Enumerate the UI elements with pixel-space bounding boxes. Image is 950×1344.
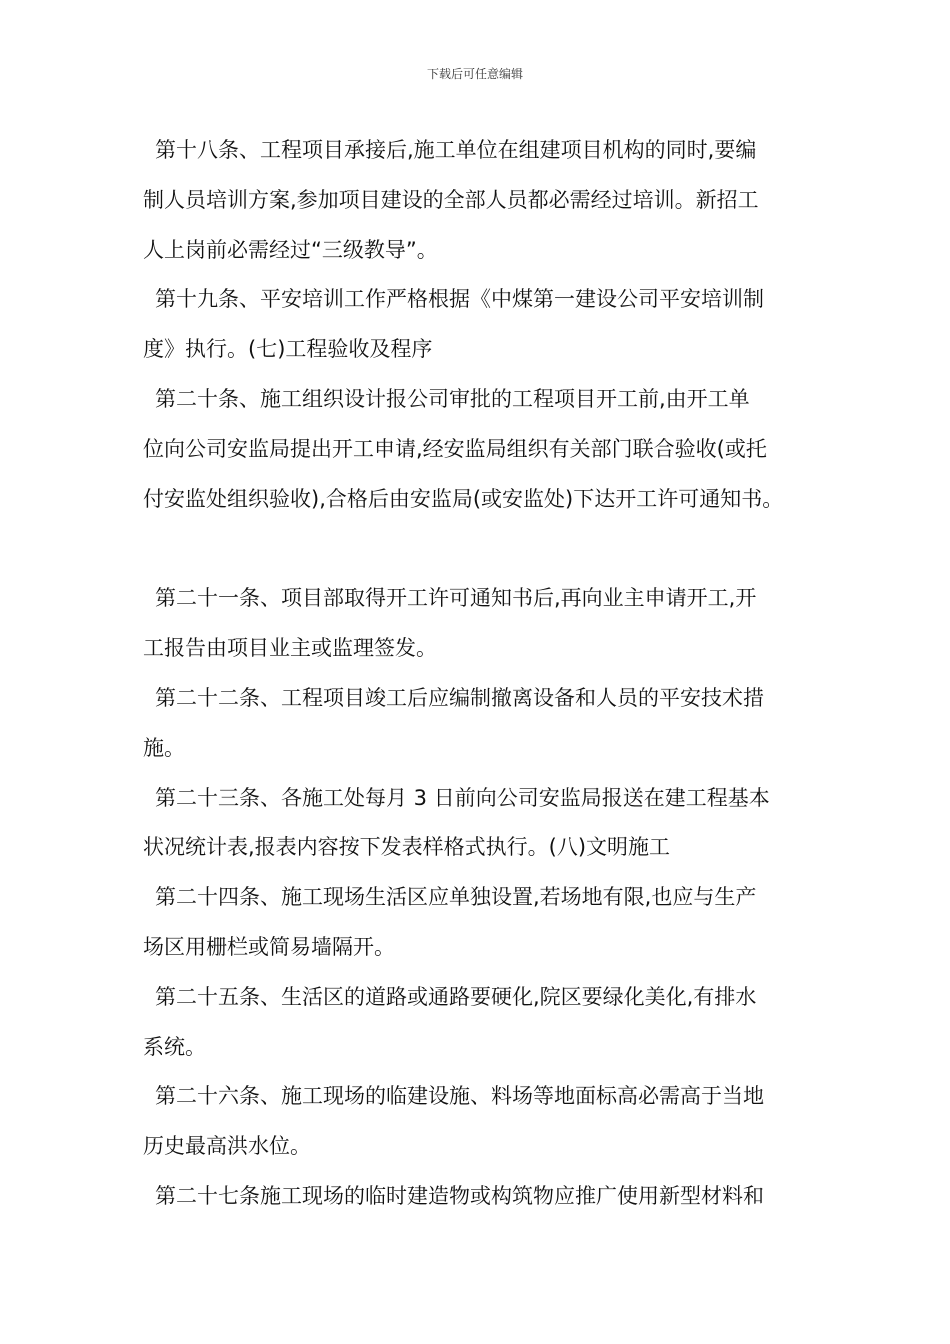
paragraph-line: 人上岗前必需经过“三级教导”。 xyxy=(143,237,438,262)
article-25 xyxy=(143,973,833,1073)
paragraph-line: 付安监处组织验收),合格后由安监局(或安监处)下达开工许可通知书。 xyxy=(143,486,784,511)
paragraph-line: 位向公司安监局提出开工申请,经安监局组织有关部门联合验收(或托 xyxy=(143,436,767,461)
paragraph-line: 第二十六条、施工现场的临建设施、料场等地面标高必需高于当地 xyxy=(155,1084,764,1109)
article-20 xyxy=(143,375,833,524)
article-23 xyxy=(143,774,833,874)
paragraph-line: 第二十七条施工现场的临时建造物或构筑物应推广使用新型材料和 xyxy=(155,1183,764,1208)
blank-line xyxy=(143,524,833,574)
paragraph-line: 系统。 xyxy=(143,1034,206,1059)
page-header-note: 下载后可任意编辑 xyxy=(426,67,523,81)
paragraph-line: 第二十四条、施工现场生活区应单独设置,若场地有限,也应与生产 xyxy=(155,885,757,910)
paragraph-line: 度》执行。(七)工程验收及程序 xyxy=(143,337,433,362)
paragraph-line: 第二十二条、工程项目竣工后应编制撤离设备和人员的平安技术措 xyxy=(155,685,764,710)
article-27 xyxy=(143,1172,833,1222)
article-21 xyxy=(143,574,833,674)
paragraph-line: 第二十条、施工组织设计报公司审批的工程项目开工前,由开工单 xyxy=(155,386,750,411)
document-body xyxy=(143,126,833,1222)
paragraph-line: 第二十一条、项目部取得开工许可通知书后,再向业主申请开工,开 xyxy=(155,586,757,611)
paragraph-line: 场区用栅栏或简易墙隔开。 xyxy=(143,934,395,959)
paragraph-line: 施。 xyxy=(143,735,185,760)
article-24 xyxy=(143,873,833,973)
paragraph-line: 历史最高洪水位。 xyxy=(143,1134,311,1159)
article-26 xyxy=(143,1072,833,1172)
article-22 xyxy=(143,674,833,774)
article-19 xyxy=(143,275,833,375)
paragraph-line: 第二十五条、生活区的道路或通路要硬化,院区要绿化美化,有排水 xyxy=(155,984,757,1009)
paragraph-line: 第十九条、平安培训工作严格根据《中煤第一建设公司平安培训制 xyxy=(155,287,764,312)
paragraph-line: 状况统计表,报表内容按下发表样格式执行。(八)文明施工 xyxy=(143,835,671,860)
paragraph-line: 第二十三条、各施工处每月 3 日前向公司安监局报送在建工程基本 xyxy=(155,785,770,810)
article-18 xyxy=(143,126,833,275)
paragraph-line: 第十八条、工程项目承接后,施工单位在组建项目机构的同时,要编 xyxy=(155,138,757,162)
paragraph-line: 制人员培训方案,参加项目建设的全部人员都必需经过培训。新招工 xyxy=(143,187,759,212)
paragraph-line: 工报告由项目业主或监理签发。 xyxy=(143,636,437,661)
